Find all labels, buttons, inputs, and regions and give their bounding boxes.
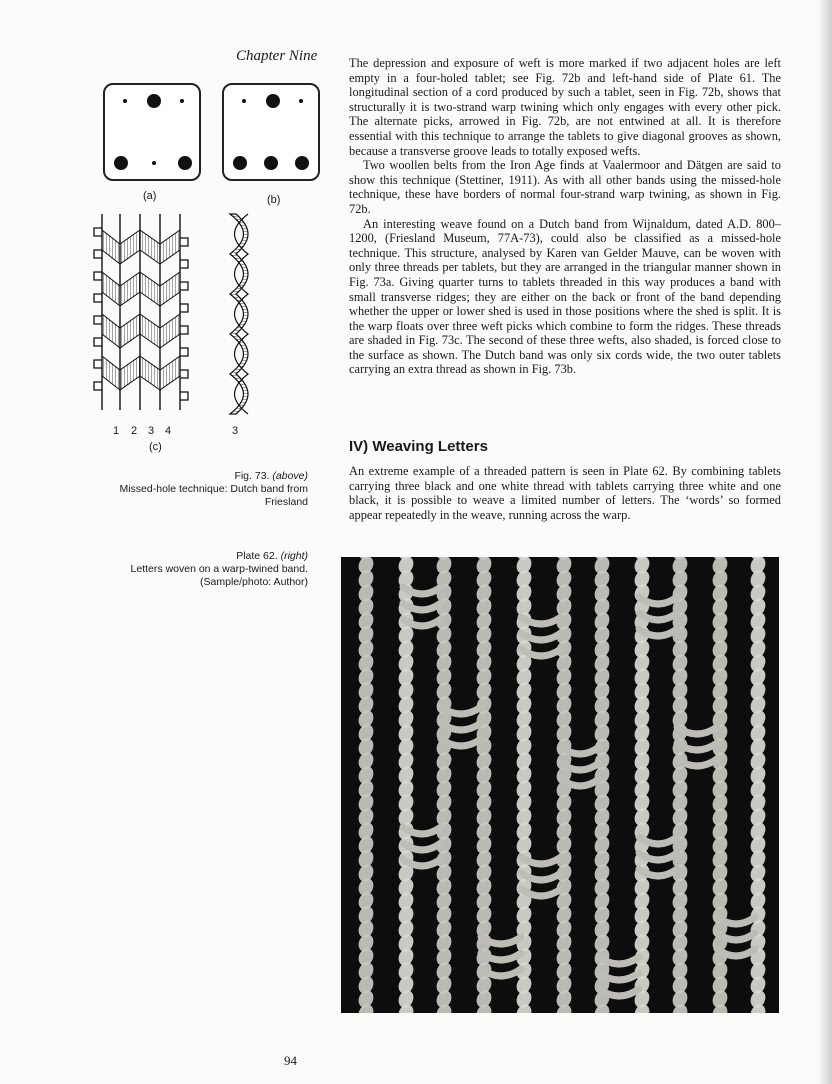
cord-section-drawing <box>224 210 254 422</box>
paragraph-2: Two woollen belts from the Iron Age finds at Vaalermoor and Dätgen are said to show this technique (Stettiner, 1911). As with all other bands using the missed-hole technique, these have borders of normal four-strand warp twining, as shown in Fig. 72b. <box>349 158 781 216</box>
caption-plate-62-number: Plate 62. <box>236 550 278 562</box>
woven-band-image <box>341 557 779 1013</box>
tablet-diagram-b <box>222 83 320 181</box>
paragraph-1: The depression and exposure of weft is more marked if two adjacent holes are left empty in a four-holed tablet; see Fig. 72b and left-hand side of Plate 61. The longitudinal section of a cord produced by such a tablet, seen in Fig. 72b, shows that structurally it is two-strand warp twining which only engages with every other pick. The alternate picks, arrowed in Fig. 72b, are not entwined at all. It is therefore essential with this technique to arrange the tablets to give diagonal grooves as shown, because a transverse groove leads to totally exposed wefts. <box>349 56 781 158</box>
plate-62-photo <box>341 557 779 1013</box>
section-heading: IV) Weaving Letters <box>349 438 488 455</box>
caption-plate-62-credit: (Sample/photo: Author) <box>200 576 308 588</box>
figure-label-b: (b) <box>267 194 281 206</box>
body-text-after-heading <box>349 464 781 522</box>
page-edge-shadow <box>818 0 832 1084</box>
band-structure-drawing <box>88 210 198 428</box>
cord-number: 3 <box>232 425 239 437</box>
figure-label-c: (c) <box>149 441 162 453</box>
tablet-holes-b <box>224 85 318 179</box>
figure-label-a: (a) <box>143 190 157 202</box>
body-text-column <box>349 56 781 377</box>
paragraph-4: An extreme example of a threaded pattern is seen in Plate 62. By combining tablets carrying three black and one white thread with tablets carrying three white and one black, it is possible to weave a limited number of letters. The ‘words’ so formed appear repeatedly in the weave, running across the warp. <box>349 464 781 522</box>
band-number-2: 2 <box>131 425 138 437</box>
tablet-holes-a <box>105 85 199 179</box>
caption-fig-73-number: Fig. 73. <box>234 470 270 482</box>
running-head: Chapter Nine <box>236 48 318 64</box>
caption-plate-62-qualifier: (right) <box>280 550 308 562</box>
caption-plate-62-text: Letters woven on a warp-twined band. <box>130 563 308 575</box>
caption-fig-73-text: Missed-hole technique: Dutch band from Friesland <box>119 483 308 508</box>
paragraph-3: An interesting weave found on a Dutch band from Wijnaldum, dated A.D. 800–1200, (Friesland Museum, 77A-73), could also be classified as a missed-hole technique. This structure, analysed by Karen van Gelder Mauve, can be woven with only three threads per tablets, but they are arranged in the triangular manner shown in Fig. 73a. Giving quarter turns to tablets threaded in this way produces a band with small transverse ridges; they are either on the back or front of the band depending whether the upper or lower shed is used in those positions where the shed is split. It is the warp floats over three weft picks which combine to form the ridges. These threads are shaded in Fig. 73c. The second of these three wefts, also shaded, is forced close to the surface as shown. The Dutch band was only six cords wide, the two outer tablets carrying an extra thread as shown in Fig. 73b. <box>349 216 781 377</box>
caption-plate-62 <box>80 550 308 589</box>
caption-fig-73 <box>80 470 308 509</box>
tablet-diagram-a <box>103 83 201 181</box>
page-number: 94 <box>284 1053 297 1068</box>
band-number-3: 3 <box>148 425 155 437</box>
band-number-4: 4 <box>165 425 172 437</box>
band-number-1: 1 <box>113 425 120 437</box>
caption-fig-73-qualifier: (above) <box>272 470 308 482</box>
